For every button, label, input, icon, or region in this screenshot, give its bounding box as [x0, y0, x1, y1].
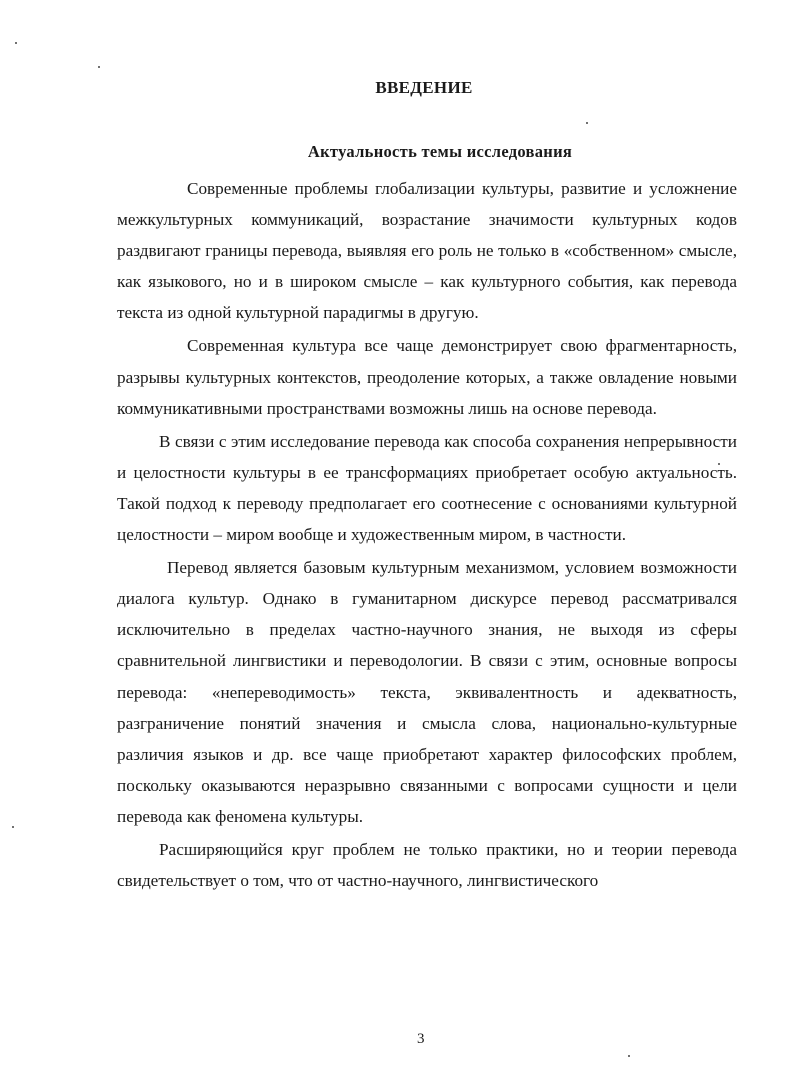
scan-speck [98, 66, 100, 68]
scan-speck [15, 42, 17, 44]
page-number: 3 [417, 1031, 425, 1047]
scan-speck [628, 1055, 630, 1057]
body-text [117, 173, 737, 896]
scan-speck [586, 122, 588, 124]
scan-speck [12, 826, 14, 828]
section-subtitle: Актуальность темы исследования [307, 142, 573, 161]
paragraph-1: Современные проблемы глобализации культуры, развитие и усложнение межкультурных коммуникаций, возрастание значимости культурных кодов раздвигают границы перевода, выявляя его роль не только в «собственном» смысле, как языкового, но и в широком смысле – как культурного события, как перевода текста из одной культурной парадигмы в другую. [117, 179, 737, 323]
paragraph-2: Современная культура все чаще демонстрирует свою фрагментарность, разрывы культурных контекстов, преодоление которых, а также овладение новыми коммуникативными пространствами возможны лишь на основе перевода. [117, 336, 737, 418]
paragraph-4: Перевод является базовым культурным механизмом, условием возможности диалога культур. Однако в гуманитарном дискурсе перевод рассматривался исключительно в пределах частно-научного знания, не выходя из сферы сравнительной лингвистики и переводологии. В связи с этим, основные вопросы перевода: «непереводимость» текста, эквивалентность и адекватность, разграничение понятий значения и смысла слова, национально-культурные различия языков и др. все чаще приобретают характер философских проблем, поскольку оказываются неразрывно связанными с вопросами сущности и цели перевода как феномена культуры. [117, 558, 737, 826]
document-title: ВВЕДЕНИЕ [375, 78, 473, 97]
paragraph-5: Расширяющийся круг проблем не только практики, но и теории перевода свидетельствует о том, что от частно-научного, лингвистического [117, 839, 737, 891]
paragraph-3: В связи с этим исследование перевода как способа сохранения непрерывности и целостности культуры в ее трансформациях приобретает особую актуальность. Такой подход к переводу предполагает его соотнесение с основаниями культурной целостности – миром вообще и художественным миром, в частности. [117, 431, 737, 545]
